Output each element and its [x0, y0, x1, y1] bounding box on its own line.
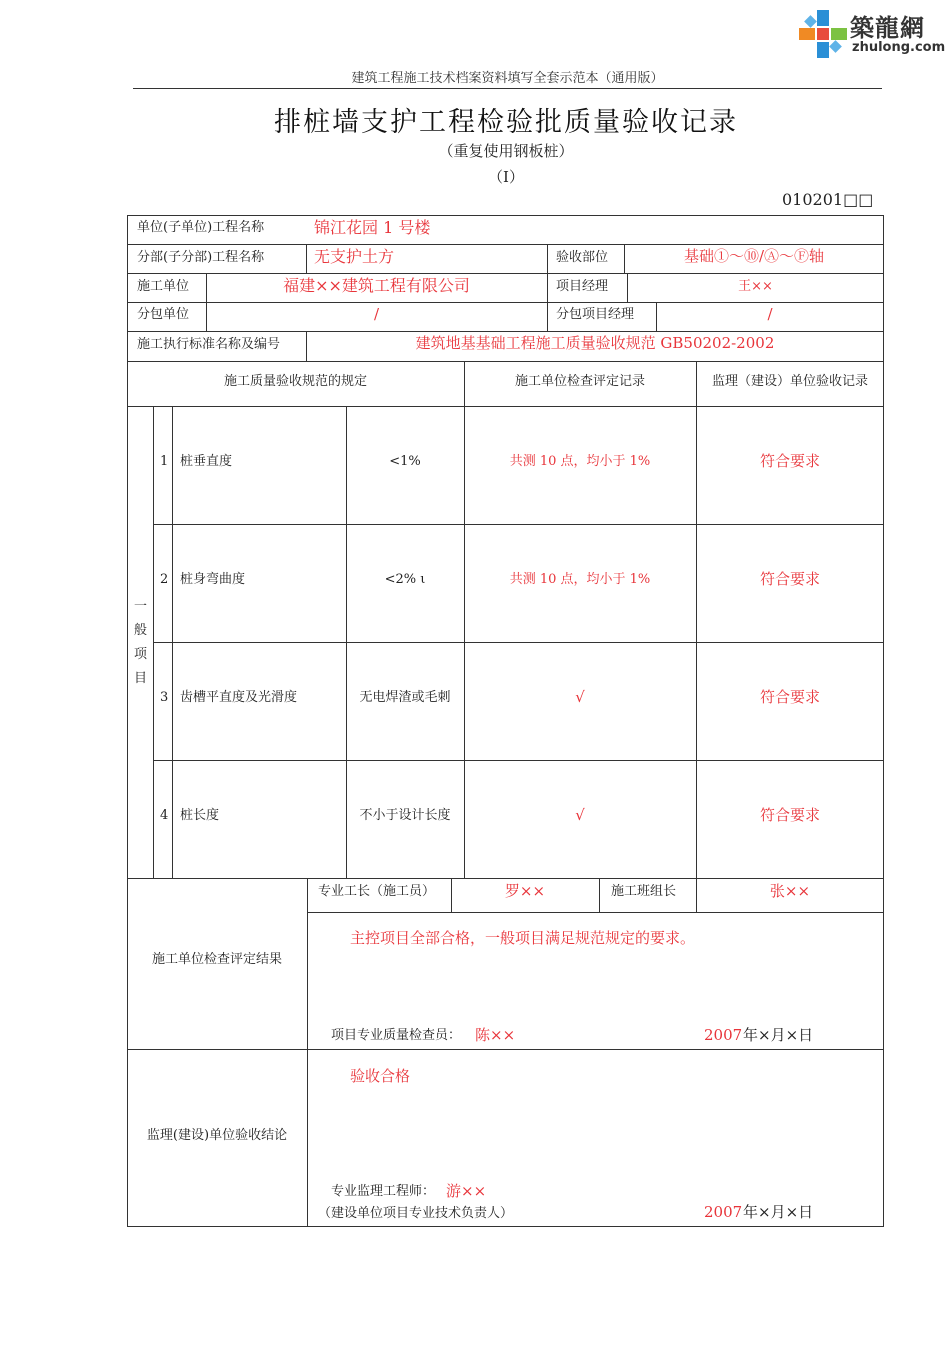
part-number: （Ⅰ）	[488, 168, 524, 186]
item-std: 无电焊渣或毛刺	[359, 690, 451, 705]
item-std: 不小于设计长度	[359, 808, 451, 823]
logo-text-cn: 築龍網	[850, 14, 925, 42]
item-result[interactable]: 符合要求	[759, 452, 820, 470]
header-divider	[133, 88, 882, 89]
unit-project-value[interactable]: 锦江花园 1 号楼	[314, 218, 431, 237]
item-no: 1	[160, 454, 169, 469]
item-name: 桩长度	[180, 808, 220, 823]
sub-pm-value[interactable]: /	[767, 305, 773, 323]
item-check[interactable]: √	[575, 806, 585, 824]
accept-part-label: 验收部位	[556, 250, 609, 265]
engineer-note: （建设单位项目专业技术负责人）	[318, 1206, 514, 1221]
construction-conclusion[interactable]: 主控项目全部合格，一般项目满足规范规定的要求。	[350, 929, 696, 947]
item-no: 3	[160, 690, 169, 705]
subcontract-value[interactable]: /	[373, 305, 380, 323]
foreman-value[interactable]: 罗××	[504, 882, 546, 900]
page-subtitle: （重复使用钢板桩）	[438, 142, 574, 160]
col-header-supervise: 监理（建设）单位验收记录	[711, 374, 868, 389]
col-header-spec: 施工质量验收规范的规定	[223, 374, 367, 389]
item-no: 4	[160, 808, 169, 823]
item-result[interactable]: 符合要求	[759, 570, 820, 588]
standard-value[interactable]: 建筑地基基础工程施工质量验收规范 GB50202-2002	[415, 334, 775, 352]
team-leader-label: 施工班组长	[611, 884, 677, 899]
construction-date-year[interactable]: 2007	[704, 1026, 743, 1044]
standard-label: 施工执行标准名称及编号	[137, 337, 281, 352]
item-name: 齿槽平直度及光滑度	[180, 690, 298, 705]
page-title: 排桩墙支护工程检验批质量验收记录	[274, 107, 738, 138]
pm-label: 项目经理	[556, 279, 609, 294]
item-name: 桩身弯曲度	[180, 572, 246, 587]
item-result[interactable]: 符合要求	[759, 688, 820, 706]
supervision-result-label: 监理(建设)单位验收结论	[146, 1128, 288, 1143]
item-check[interactable]: 共测 10 点，均小于 1%	[509, 454, 651, 469]
pm-value[interactable]: 王××	[738, 279, 773, 294]
item-std: <2% ι	[384, 572, 426, 587]
form-table	[127, 215, 884, 1227]
logo-text-en: zhulong.com	[852, 40, 946, 55]
supervision-date-rest[interactable]: 年×月×日	[743, 1203, 814, 1221]
item-std: <1%	[389, 454, 421, 469]
item-no: 2	[160, 572, 169, 587]
inspector-label: 项目专业质量检查员：	[331, 1028, 462, 1043]
sub-pm-label: 分包项目经理	[556, 307, 635, 322]
construction-unit-value[interactable]: 福建××建筑工程有限公司	[283, 276, 470, 295]
supervision-conclusion[interactable]: 验收合格	[350, 1067, 411, 1085]
item-check[interactable]: √	[575, 688, 585, 706]
item-check[interactable]: 共测 10 点，均小于 1%	[509, 572, 651, 587]
team-leader-value[interactable]: 张××	[769, 882, 811, 900]
form-code: 010201□□	[782, 190, 874, 209]
sub-project-label: 分部(子分部)工程名称	[137, 250, 265, 265]
construction-result-label: 施工单位检查评定结果	[151, 952, 282, 967]
general-items-label: 一 般 项 目	[134, 599, 148, 686]
item-name: 桩垂直度	[180, 454, 233, 469]
engineer-value[interactable]: 游××	[446, 1182, 487, 1200]
supervision-date-year[interactable]: 2007	[704, 1203, 743, 1221]
inspector-value[interactable]: 陈××	[475, 1026, 516, 1044]
col-header-check: 施工单位检查评定记录	[514, 374, 645, 389]
foreman-label: 专业工长（施工员）	[318, 884, 436, 899]
construction-unit-label: 施工单位	[137, 279, 190, 294]
series-title: 建筑工程施工技术档案资料填写全套示范本（通用版）	[351, 71, 664, 86]
item-result[interactable]: 符合要求	[759, 806, 820, 824]
construction-date-rest[interactable]: 年×月×日	[743, 1026, 814, 1044]
accept-part-value[interactable]: 基础①～⑩/Ⓐ～Ⓕ轴	[683, 247, 825, 265]
engineer-label: 专业监理工程师：	[331, 1184, 436, 1199]
unit-project-label: 单位(子单位)工程名称	[137, 220, 265, 235]
subcontract-label: 分包单位	[137, 307, 190, 322]
sub-project-value[interactable]: 无支护土方	[314, 247, 395, 266]
